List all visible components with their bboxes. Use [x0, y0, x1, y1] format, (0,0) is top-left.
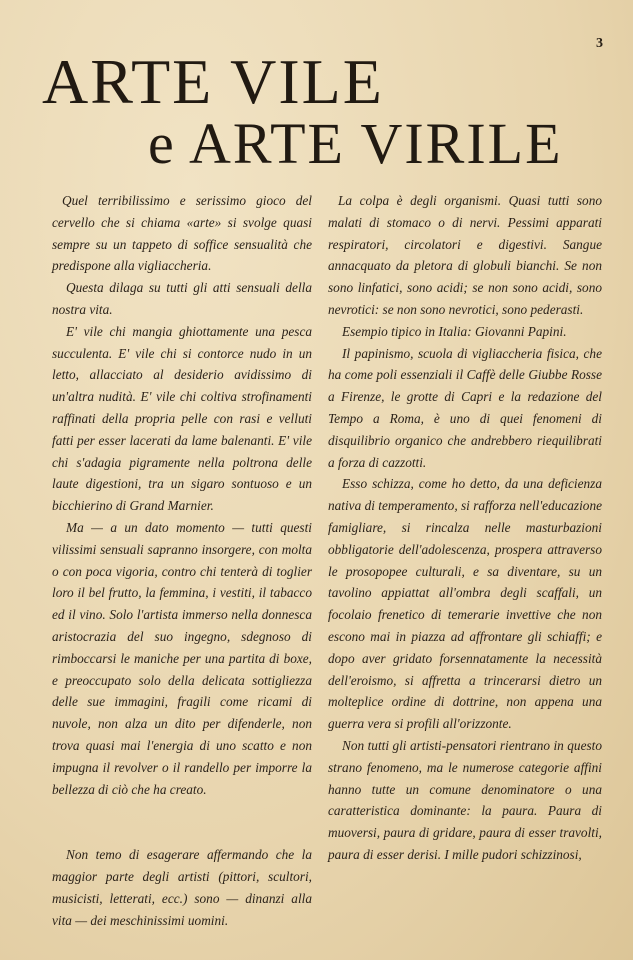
left-text-column: [52, 190, 312, 932]
paragraph: Non temo di esagerare affermando che la maggior parte degli artisti (pittori, scultori, musicisti, letterati, ecc.) sono — dinanzi alla vita — dei meschinissimi uomini.: [52, 847, 312, 928]
paragraph: Il papinismo, scuola di vigliaccheria fisica, che ha come poli essenziali il Caffè delle Giubbe Rosse a Firenze, le grotte di Capri e la redazione del Tempo a Roma, è uno di quei fenomeni di disquilibrio organico che andrebbero riequilibrati a forza di cazzotti.: [328, 345, 602, 470]
right-text-column: [328, 190, 602, 866]
paragraph: E' vile chi mangia ghiottamente una pesca succulenta. E' vile chi si contorce nudo in un letto, allacciato al desiderio avidissimo di un'altra nudità. E' vile chi coltiva strofinamenti raffinati della propria pelle con rasi e velluti fatti per esser lacerati da lame balenanti. E' vile chi s'adagia pigramente nella poltrona delle laute digestioni, tra un sigaro sontuoso e un bicchierino di Grand Marnier.: [52, 323, 312, 514]
article-title-line-2: e ARTE VIRILE: [148, 111, 563, 176]
paragraph: Questa dilaga su tutti gli atti sensuali della nostra vita.: [52, 280, 312, 317]
section-gap: [52, 800, 312, 844]
paragraph: Ma — a un dato momento — tutti questi vilissimi sensuali sapranno insorgere, con molta o con poca vigoria, contro chi tenterà di toglier loro il bel frutto, la femmina, i vestiti, il tabacco ed il vino. Solo l'artista immerso nella donnesca aristocrazia del suo ingegno, sdegnoso di rimboccarsi le maniche per una partita di boxe, e preoccupato solo della delicata sottigliezza delle sue immagini, fragili come ricami di nuvole, non alza un dito per difenderle, non trova quasi mai l'energia di uno scatto e non impugna il revolver o il randello per imporre la bellezza di ciò che ha creato.: [52, 519, 312, 797]
page-number: 3: [596, 36, 603, 51]
paragraph: Esso schizza, come ho detto, da una deficienza nativa di temperamento, si rafforza nell'educazione famigliare, si rincalza nelle masturbazioni obbligatorie dell'adolescenza, prospera attraverso le prosopopee culturali, e sa diventare, su un tavolino appiattat all'ombra degli scaffali, un focolaio frenetico di temerarie invettive che non escono mai in piazza ad affrontare gli schiaffi; e dopo aver gridato forsennatamente la necessità dell'eroismo, si affretta a trincerarsi dietro un molteplice ordine di dottrine, non appena una guerra vera si profili all'orizzonte.: [328, 476, 602, 732]
article-title-line-1: ARTE VILE: [42, 46, 384, 117]
paragraph: Quel terribilissimo e serissimo gioco del cervello che si chiama «arte» si svolge quasi sempre su un tappeto di soffice sensualità che predispone alla vigliaccheria.: [52, 193, 312, 274]
paragraph: Non tutti gli artisti-pensatori rientrano in questo strano fenomeno, ma le numerose categorie affini hanno tutte un comune denominatore o una caratteristica dominante: la paura. Paura di muoversi, paura di gridare, paura di esser travolti, paura di esser derisi. I mille pudori schizzinosi,: [328, 737, 602, 862]
paragraph: La colpa è degli organismi. Quasi tutti sono malati di stomaco o di nervi. Pessimi apparati respiratori, circolatori e digestivi. Sangue annacquato da pletora di globuli bianchi. Se non sono linfatici, sono acidi; se non sono acidi, sono nevrotici: se non sono nevrotici, sono pederasti.: [328, 193, 602, 317]
paragraph: Esempio tipico in Italia: Giovanni Papini.: [342, 323, 567, 339]
